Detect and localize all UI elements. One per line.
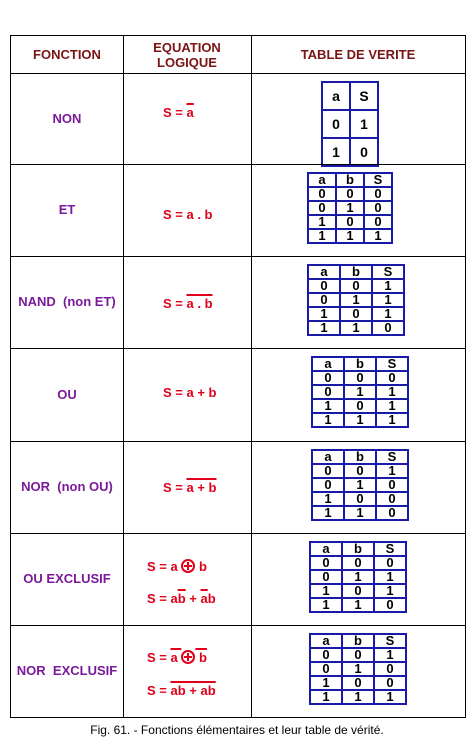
function-name: OU EXCLUSIF bbox=[23, 571, 111, 586]
truth-table-cell: b bbox=[344, 450, 376, 464]
truth-table-row bbox=[312, 464, 408, 478]
header-table: TABLE DE VERITE bbox=[300, 47, 416, 62]
negated-term: b bbox=[177, 683, 186, 698]
negated-expression bbox=[171, 683, 216, 698]
truth-table-cell: 1 bbox=[374, 648, 406, 662]
xor-operator-icon bbox=[181, 650, 195, 664]
truth-table-row bbox=[308, 279, 404, 293]
function-name: NAND (non ET) bbox=[18, 294, 116, 309]
truth-table-row bbox=[322, 110, 378, 138]
truth-table-cell: S bbox=[350, 82, 378, 110]
truth-table-cell: 1 bbox=[312, 399, 344, 413]
logic-functions-table bbox=[10, 35, 466, 718]
truth-table-row bbox=[310, 598, 406, 612]
equation-line bbox=[163, 480, 217, 495]
truth-table-row bbox=[308, 201, 392, 215]
negated-expression bbox=[171, 650, 207, 665]
equation-text: b bbox=[195, 559, 207, 574]
truth-table-cell: 1 bbox=[372, 279, 404, 293]
equation-text: S = bbox=[163, 480, 187, 495]
negated-term: $\overline{b}$ bbox=[177, 591, 186, 606]
truth-table-row bbox=[308, 321, 404, 335]
truth-table-cell: 1 bbox=[336, 229, 364, 243]
equation-text: S = bbox=[147, 683, 171, 698]
truth-table-row bbox=[312, 506, 408, 520]
function-row bbox=[11, 534, 465, 626]
equation-line bbox=[147, 559, 207, 574]
truth-table-cell: 1 bbox=[344, 385, 376, 399]
truth-table-row bbox=[322, 138, 378, 166]
truth-table-cell: 0 bbox=[364, 201, 392, 215]
truth-table bbox=[307, 264, 405, 336]
truth-table-cell: a bbox=[308, 173, 336, 187]
truth-table-row bbox=[312, 399, 408, 413]
truth-table-cell: 0 bbox=[376, 506, 408, 520]
truth-table-cell: 1 bbox=[336, 201, 364, 215]
truth-table-cell: 0 bbox=[308, 187, 336, 201]
equation-text: b bbox=[195, 650, 207, 665]
truth-table-header bbox=[312, 450, 408, 464]
truth-table-header bbox=[312, 357, 408, 371]
truth-table-cell: 0 bbox=[344, 464, 376, 478]
truth-table-cell: 1 bbox=[376, 413, 408, 427]
truth-table-row bbox=[310, 584, 406, 598]
truth-table-cell: 0 bbox=[310, 556, 342, 570]
truth-table-cell: a bbox=[312, 450, 344, 464]
header-equation: EQUATION LOGIQUE bbox=[153, 40, 221, 70]
truth-table-cell: 0 bbox=[344, 399, 376, 413]
equation-text: S = a bbox=[147, 591, 178, 606]
truth-table-cell: 1 bbox=[376, 399, 408, 413]
truth-table-cell: 1 bbox=[344, 413, 376, 427]
truth-table-row bbox=[308, 187, 392, 201]
logic-equation bbox=[123, 74, 251, 165]
equation-line bbox=[163, 105, 194, 120]
truth-table-cell: 0 bbox=[376, 371, 408, 385]
function-name: OU bbox=[57, 386, 77, 402]
truth-table-cell: S bbox=[376, 357, 408, 371]
truth-table-cell: b bbox=[340, 265, 372, 279]
truth-table-cell: 0 bbox=[310, 570, 342, 584]
truth-table-cell: 0 bbox=[344, 492, 376, 506]
truth-table-cell: 1 bbox=[308, 215, 336, 229]
truth-table-cell: S bbox=[374, 634, 406, 648]
truth-table bbox=[321, 81, 379, 167]
truth-table-row bbox=[310, 676, 406, 690]
truth-table-header bbox=[308, 173, 392, 187]
truth-table-cell: 0 bbox=[374, 662, 406, 676]
truth-table-row bbox=[312, 385, 408, 399]
truth-table-cell: 0 bbox=[340, 307, 372, 321]
truth-table-cell: 0 bbox=[322, 110, 350, 138]
logic-equation bbox=[123, 349, 251, 442]
equation-text: S = a . b bbox=[163, 207, 213, 222]
function-name: NON bbox=[52, 110, 82, 126]
equation-line bbox=[163, 385, 216, 400]
truth-table-cell: S bbox=[364, 173, 392, 187]
function-row bbox=[11, 257, 465, 349]
truth-table-row bbox=[308, 293, 404, 307]
function-row bbox=[11, 442, 465, 534]
function-row bbox=[11, 165, 465, 257]
logic-equation bbox=[123, 442, 251, 534]
truth-table-cell: 1 bbox=[376, 464, 408, 478]
function-name: NOR EXCLUSIF bbox=[16, 663, 118, 678]
truth-table-cell: 1 bbox=[376, 385, 408, 399]
truth-table-cell: 1 bbox=[312, 506, 344, 520]
truth-table-cell: 1 bbox=[308, 229, 336, 243]
function-name: NOR (non OU) bbox=[21, 479, 113, 494]
truth-table-cell: 1 bbox=[342, 598, 374, 612]
truth-table-cell: 1 bbox=[340, 293, 372, 307]
truth-table-cell: 0 bbox=[376, 478, 408, 492]
truth-table-cell: a bbox=[310, 634, 342, 648]
truth-table-cell: 0 bbox=[312, 478, 344, 492]
header-fonction: FONCTION bbox=[33, 47, 101, 62]
truth-table-cell: 1 bbox=[312, 492, 344, 506]
truth-table-cell: 0 bbox=[312, 464, 344, 478]
equation-line bbox=[163, 296, 213, 311]
negated-term: a bbox=[200, 683, 208, 698]
truth-table-cell: 0 bbox=[336, 215, 364, 229]
equation-text: + bbox=[185, 591, 201, 606]
truth-table-row bbox=[310, 556, 406, 570]
truth-table-cell: 1 bbox=[364, 229, 392, 243]
truth-table-cell: a bbox=[310, 542, 342, 556]
equation-line bbox=[147, 591, 216, 606]
xor-operator-icon bbox=[181, 559, 195, 573]
truth-table-cell: 0 bbox=[308, 201, 336, 215]
truth-table-cell: S bbox=[374, 542, 406, 556]
truth-table bbox=[309, 541, 407, 613]
equation-text: S = bbox=[147, 650, 171, 665]
equation-text: S = a + b bbox=[163, 385, 217, 400]
figure-caption: Fig. 61. - Fonctions élémentaires et leur table de vérité. bbox=[90, 723, 384, 737]
equation-text: b bbox=[207, 591, 216, 606]
truth-table-cell: 0 bbox=[340, 279, 372, 293]
truth-table-cell: a bbox=[322, 82, 350, 110]
truth-table-cell: 0 bbox=[364, 187, 392, 201]
truth-table-cell: a bbox=[308, 265, 340, 279]
truth-table-row bbox=[312, 371, 408, 385]
truth-table-cell: 1 bbox=[342, 570, 374, 584]
function-row bbox=[11, 349, 465, 442]
equation-line bbox=[147, 683, 216, 698]
equation-text: a bbox=[170, 650, 182, 665]
negated-term: $\overline{a}$ bbox=[186, 105, 194, 120]
truth-table-cell: 1 bbox=[340, 321, 372, 335]
truth-table-row bbox=[310, 690, 406, 704]
truth-table-cell: a bbox=[312, 357, 344, 371]
logic-equation bbox=[123, 165, 251, 257]
truth-table-cell: 1 bbox=[344, 506, 376, 520]
equation-text: a bbox=[170, 683, 178, 698]
truth-table-cell: 0 bbox=[310, 662, 342, 676]
truth-table-row bbox=[308, 229, 392, 243]
truth-table-cell: 0 bbox=[312, 371, 344, 385]
truth-table-cell: S bbox=[372, 265, 404, 279]
truth-table-cell: 1 bbox=[308, 321, 340, 335]
logic-equation bbox=[123, 626, 251, 718]
truth-table-cell: 1 bbox=[350, 110, 378, 138]
truth-table bbox=[309, 633, 407, 705]
truth-table-row bbox=[310, 648, 406, 662]
equation-text: + bbox=[185, 683, 201, 698]
truth-table-cell: 0 bbox=[308, 293, 340, 307]
equation-line bbox=[163, 207, 213, 222]
truth-table-cell: b bbox=[344, 357, 376, 371]
truth-table-cell: b bbox=[342, 542, 374, 556]
truth-table-cell: 0 bbox=[342, 648, 374, 662]
truth-table-header bbox=[308, 265, 404, 279]
logic-equation bbox=[123, 257, 251, 349]
truth-table-cell: S bbox=[376, 450, 408, 464]
truth-table-cell: 0 bbox=[342, 556, 374, 570]
truth-table-cell: 1 bbox=[342, 662, 374, 676]
negated-term: a + b bbox=[186, 480, 217, 495]
truth-table-cell: 0 bbox=[350, 138, 378, 166]
truth-table-row bbox=[312, 492, 408, 506]
equation-text: S = bbox=[163, 296, 187, 311]
equation-text: S = bbox=[163, 105, 187, 120]
truth-table-cell: 1 bbox=[310, 584, 342, 598]
truth-table-header bbox=[322, 82, 378, 110]
truth-table-cell: 0 bbox=[372, 321, 404, 335]
truth-table-row bbox=[312, 413, 408, 427]
truth-table-row bbox=[310, 662, 406, 676]
truth-table-cell: b bbox=[336, 173, 364, 187]
truth-table-cell: 1 bbox=[374, 584, 406, 598]
truth-table-cell: 0 bbox=[374, 556, 406, 570]
truth-table-cell: 1 bbox=[310, 690, 342, 704]
truth-table-cell: 1 bbox=[310, 676, 342, 690]
truth-table-cell: 0 bbox=[344, 371, 376, 385]
truth-table-cell: 0 bbox=[336, 187, 364, 201]
truth-table-row bbox=[308, 215, 392, 229]
truth-table-cell: b bbox=[342, 634, 374, 648]
truth-table-cell: 1 bbox=[322, 138, 350, 166]
truth-table-cell: 0 bbox=[364, 215, 392, 229]
truth-table-cell: 0 bbox=[376, 492, 408, 506]
negated-term: $\overline{a}$ bbox=[200, 591, 208, 606]
function-name: ET bbox=[58, 202, 76, 217]
truth-table-cell: 0 bbox=[342, 584, 374, 598]
truth-table-row bbox=[308, 307, 404, 321]
truth-table-cell: 1 bbox=[374, 690, 406, 704]
truth-table-cell: 1 bbox=[372, 307, 404, 321]
truth-table-cell: 1 bbox=[308, 307, 340, 321]
truth-table-header bbox=[310, 634, 406, 648]
truth-table-cell: 1 bbox=[312, 413, 344, 427]
truth-table bbox=[311, 449, 409, 521]
truth-table-row bbox=[312, 478, 408, 492]
truth-table-cell: 1 bbox=[310, 598, 342, 612]
equation-line bbox=[147, 650, 207, 665]
truth-table-cell: 0 bbox=[312, 385, 344, 399]
function-row bbox=[11, 626, 465, 718]
function-row bbox=[11, 74, 465, 165]
truth-table bbox=[311, 356, 409, 428]
truth-table-cell: 0 bbox=[342, 676, 374, 690]
equation-text: b bbox=[207, 683, 216, 698]
truth-table-cell: 0 bbox=[374, 598, 406, 612]
truth-table-row bbox=[310, 570, 406, 584]
truth-table bbox=[307, 172, 393, 244]
truth-table-cell: 1 bbox=[342, 690, 374, 704]
truth-table-cell: 0 bbox=[308, 279, 340, 293]
truth-table-cell: 1 bbox=[344, 478, 376, 492]
truth-table-cell: 1 bbox=[372, 293, 404, 307]
truth-table-header bbox=[310, 542, 406, 556]
truth-table-cell: 0 bbox=[310, 648, 342, 662]
truth-table-cell: 1 bbox=[374, 570, 406, 584]
logic-equation bbox=[123, 534, 251, 626]
truth-table-cell: 0 bbox=[374, 676, 406, 690]
negated-term: a . b bbox=[186, 296, 213, 311]
equation-text: S = a bbox=[147, 559, 182, 574]
